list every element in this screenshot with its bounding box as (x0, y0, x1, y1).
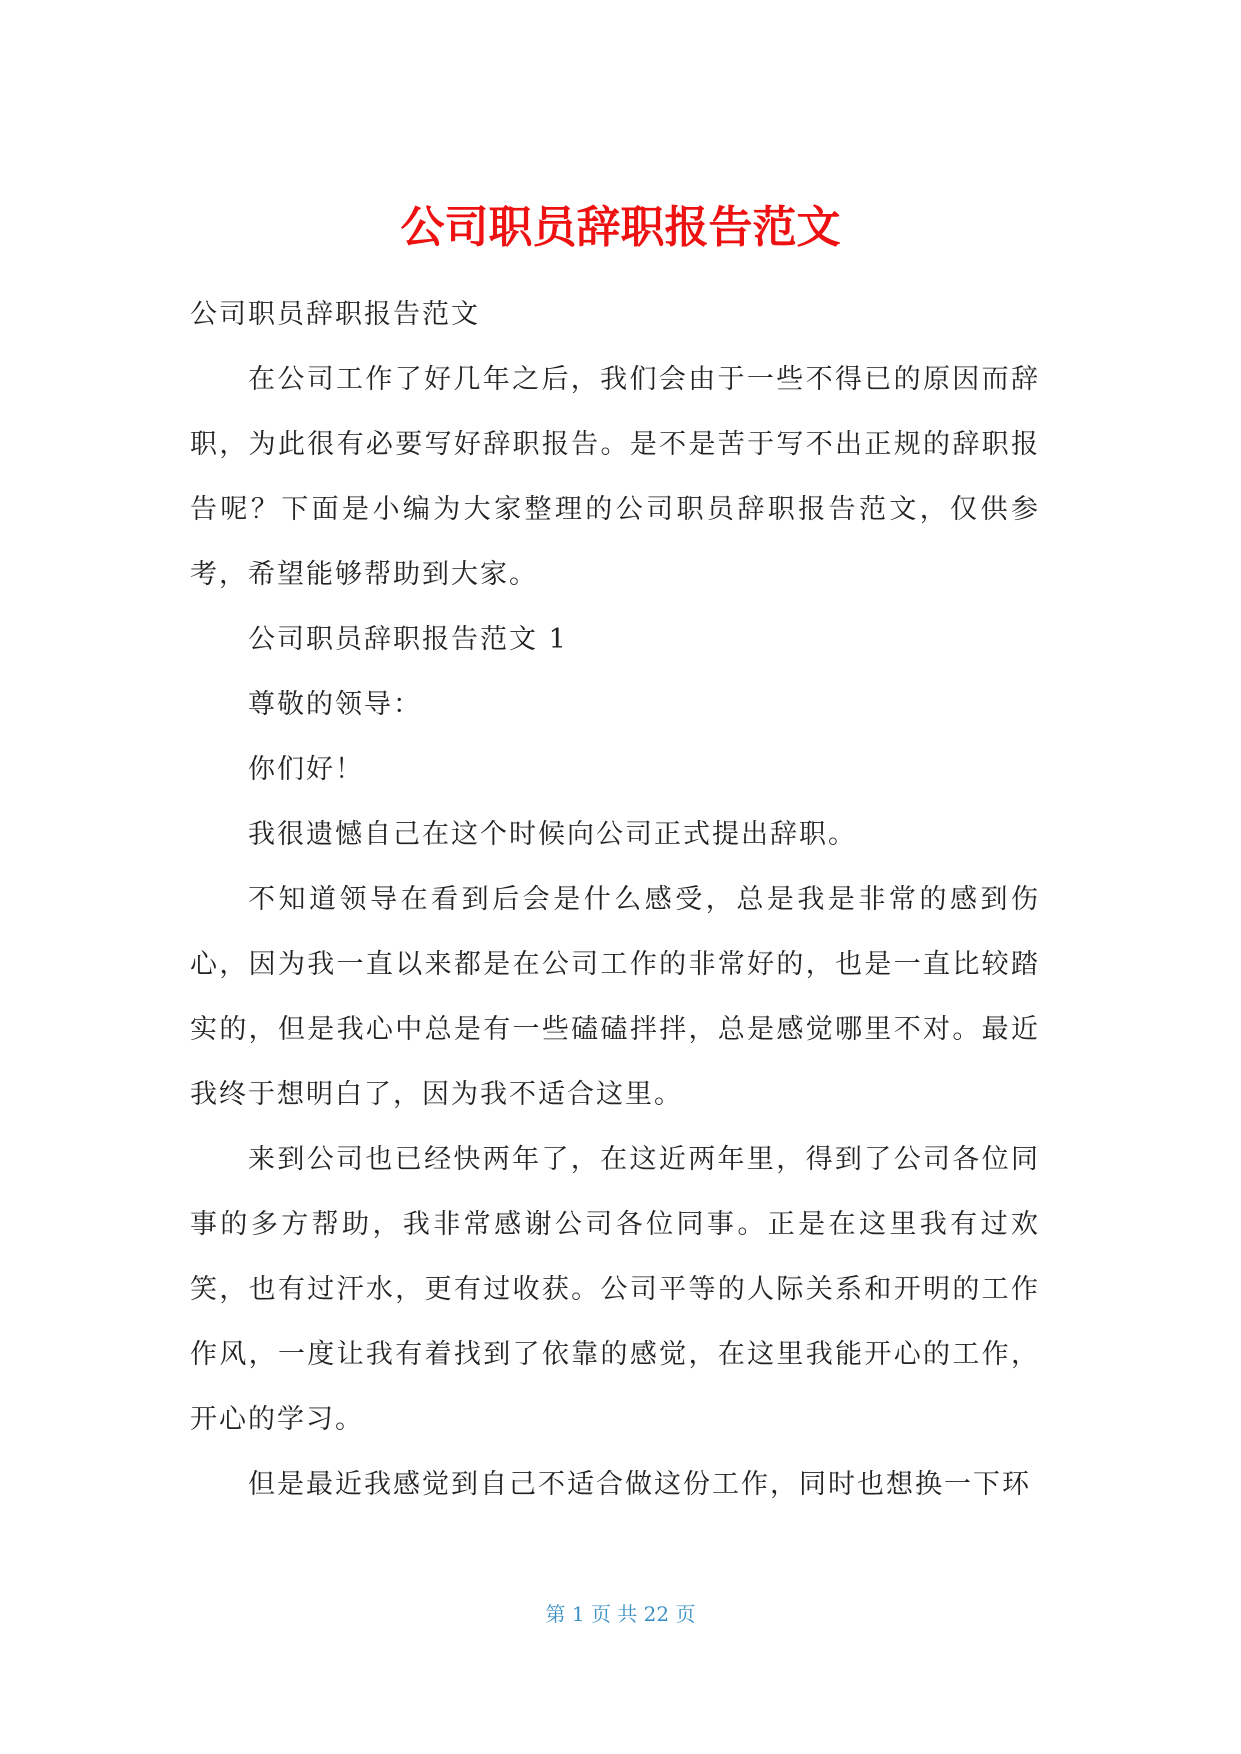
document-title: 公司职员辞职报告范文 (400, 202, 841, 253)
body-paragraph: 公司职员辞职报告范文 (190, 299, 480, 330)
body-paragraph: 但是最近我感觉到自己不适合做这份工作，同时也想换一下环 (248, 1469, 1031, 1500)
greeting: 你们好！ (248, 754, 364, 785)
salutation: 尊敬的领导： (248, 689, 422, 720)
document-body (190, 282, 1040, 1517)
body-paragraph: 来到公司也已经快两年了，在这近两年里，得到了公司各位同事的多方帮助，我非常感谢公司各位同事。正是在这里我有过欢笑，也有过汗水，更有过收获。公司平等的人际关系和开明的工作作风，一度让我有着找到了依靠的感觉，在这里我能开心的工作，开心的学习。 (190, 1144, 1040, 1435)
section-heading: 公司职员辞职报告范文 1 (248, 624, 568, 655)
page-number-footer: 第 1 页 共 22 页 (545, 1602, 696, 1626)
body-paragraph: 我很遗憾自己在这个时候向公司正式提出辞职。 (248, 819, 857, 850)
body-paragraph: 不知道领导在看到后会是什么感受，总是我是非常的感到伤心，因为我一直以来都是在公司工作的非常好的，也是一直比较踏实的，但是我心中总是有一些磕磕拌拌，总是感觉哪里不对。最近我终于想明白了，因为我不适合这里。 (190, 884, 1040, 1110)
body-paragraph: 在公司工作了好几年之后，我们会由于一些不得已的原因而辞职，为此很有必要写好辞职报告。是不是苦于写不出正规的辞职报告呢？下面是小编为大家整理的公司职员辞职报告范文，仅供参考，希望能够帮助到大家。 (190, 364, 1040, 590)
